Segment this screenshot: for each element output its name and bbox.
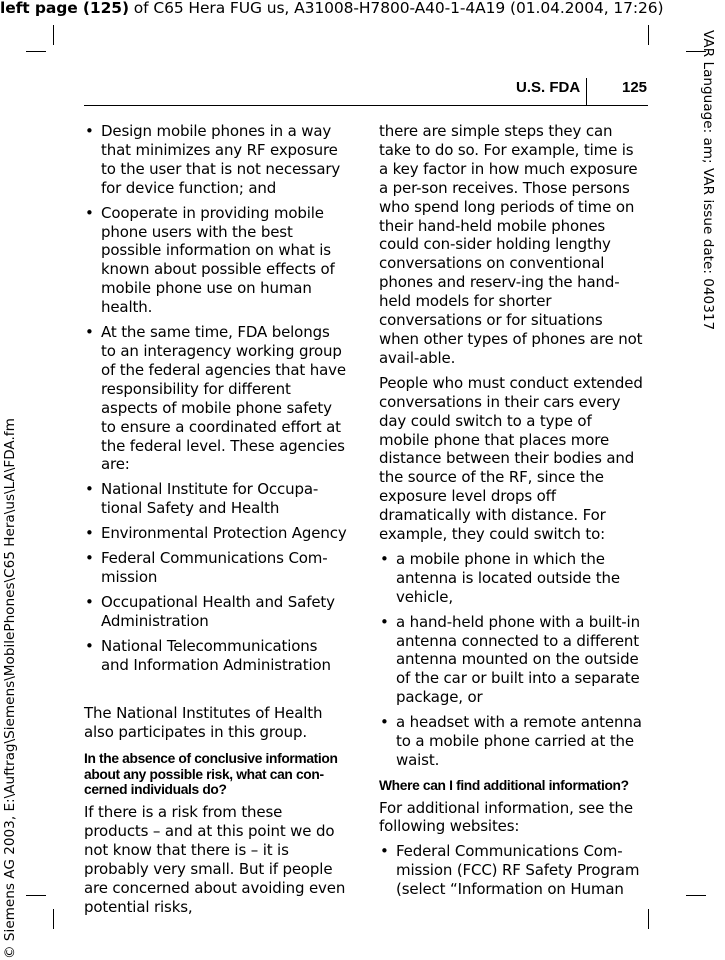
bullet-glyph: • [380,842,389,861]
crop-mark [26,895,46,896]
list-item [84,549,348,587]
list-item [379,842,643,899]
bullet-glyph: • [85,203,94,222]
bullet-glyph: • [85,592,94,611]
bullet-glyph: • [380,612,389,631]
bullet-glyph: • [85,480,94,499]
list-item-text: a hand-held phone with a built-in antenna connected to a different antenna mounted on the outside of the car or built into a separate package, or [396,612,640,707]
list-item-text: Cooperate in providing mobile phone users with the best possible information on what is known about possible effects of mobile phone use on human health. [101,203,335,317]
print-info-details: of C65 Hera FUG us, A31008-H7800-A40-1-4A19 (01.04.2004, 17:26) [128,0,664,17]
nih-paragraph: The National Institutes of Health also participates in this group. [84,704,323,742]
crop-mark [648,25,649,45]
header-rule [84,105,648,106]
info-heading: Where can I find additional information? [379,777,629,793]
crop-mark [648,909,649,929]
list-item-text: a headset with a remote antenna to a mobile phone carried at the waist. [396,713,642,769]
list-item-text: National Institute for Occupa-tional Safety and Health [101,480,319,518]
crop-mark [53,909,54,929]
answer-paragraph-continued: there are simple steps they can take to do so. For example, time is a key factor in how much exposure a per-son receives. Those persons who spend long periods of time on their hand-held mobile phones could con-sider holding lengthy conversations on conventional phones and reserv-ing the hand-held models for shorter conversations or for situations when other types of phones are not avail-able. [379,122,643,367]
list-item-text: National Telecommunications and Information Administration [101,636,331,674]
list-item-text: Design mobile phones in a way that minimizes any RF exposure to the user that is not necessary for device function; and [101,122,341,197]
list-item-text: Occupational Health and Safety Administration [101,592,335,630]
bullet-glyph: • [380,549,389,568]
list-item [84,480,348,518]
bullet-glyph: • [85,549,94,568]
bullet-glyph: • [85,524,94,543]
header-divider [586,78,587,106]
running-head-section: U.S. FDA [516,79,581,96]
print-info-page-label: left page (125) [0,0,129,17]
print-info-line [0,0,664,17]
list-item [84,323,348,474]
list-item-text: At the same time, FDA belongs to an interagency working group of the federal agencies that have responsibility for different aspects of mobile phone safety to ensure a coordinated effort at the federal level. These agencies are: [101,323,346,474]
list-item [379,713,643,770]
right-column [379,122,643,899]
bullet-glyph: • [380,713,389,732]
list-item [84,637,348,675]
list-item [84,204,348,317]
bullet-glyph: • [85,122,94,140]
list-item-text: Federal Communications Com-mission (FCC) RF Safety Program (select “Information on Human [396,842,640,899]
crop-mark [686,895,706,896]
bullet-glyph: • [85,636,94,655]
list-item-text: Federal Communications Com-mission [101,549,328,586]
list-item [84,524,348,543]
list-item-text: Environmental Protection Agency [101,524,347,543]
answer-paragraph: If there is a risk from these products – and at this point we do not know that there is – it is probably very small. But if people are concerned about avoiding even potential risks, [84,803,346,916]
list-item [84,593,348,631]
list-item [379,550,643,607]
list-item [379,613,643,708]
crop-mark [53,25,54,45]
bullet-glyph: • [85,323,94,342]
list-item [84,122,348,198]
car-paragraph: People who must conduct extended conversations in their cars every day could switch to a type of mobile phone that places more distance between their bodies and the source of the RF, since the exposure level drops off dramatically with distance. For example, they could switch to: [379,373,643,544]
copyright-file-path: © Siemens AG 2003, E:\Auftrag\Siemens\MobilePhones\C65 Hera\us\LA\FDA.fm [2,418,18,959]
list-item-text: a mobile phone in which the antenna is located outside the vehicle, [396,549,620,606]
info-paragraph: For additional information, see the following websites: [379,798,633,836]
var-language-note: VAR Language: am; VAR issue date: 040317 [700,30,716,331]
crop-mark [26,51,46,52]
left-column [84,122,348,917]
page-number: 125 [622,79,648,96]
question-heading: In the absence of conclusive information about any possible risk, what can con-cerned individuals do? [84,751,338,798]
